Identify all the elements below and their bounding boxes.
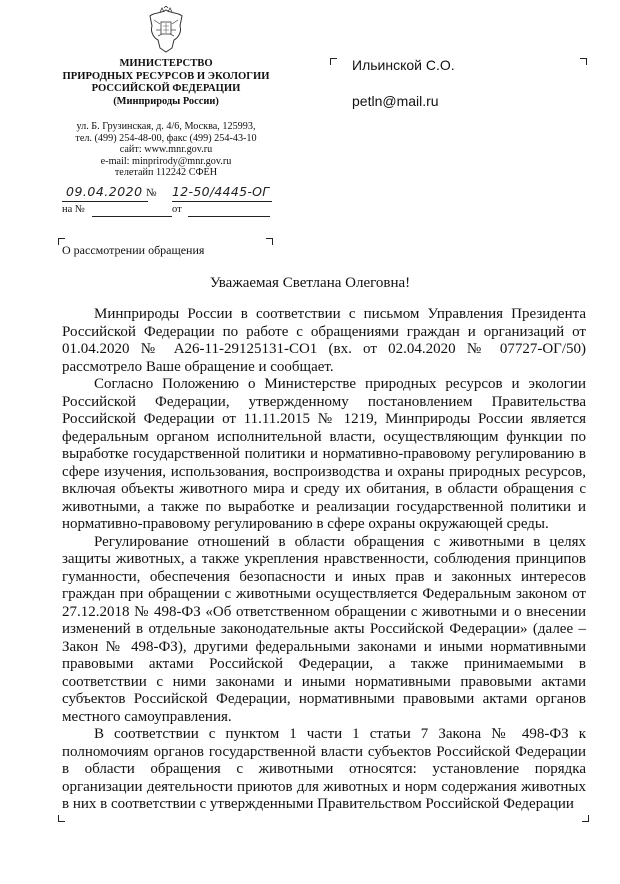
paragraph: Согласно Положению о Министерстве природных ресурсов и экологии Российской Федерации, утвержденному постановлением Правительства Российской Федерации от 11.11.2015 № 1219, Минприроды России является федеральным органом исполнительной власти, осуществляющим функции по выработке государственной политики и нормативно-правовому регулированию в сфере изучения, использования, воспроизводства и охраны природных ресурсов, включая объекты животного мира и среду их обитания, в области обращения с животными, а также по выработке и реализации государственной политики и нормативно-правовому регулированию в сфере охраны окружающей среды. <box>62 376 586 532</box>
address-line: e-mail: minprirody@mnr.gov.ru <box>100 155 232 167</box>
address-line: ул. Б. Грузинская, д. 4/6, Москва, 125993, <box>76 121 256 132</box>
address-line: телетайп 112242 СФЕН <box>114 167 218 179</box>
reference-from-label: от <box>172 204 182 215</box>
ministry-name <box>40 58 292 108</box>
page-corner-mark <box>58 815 65 822</box>
recipient-name: Ильинской С.О. <box>352 57 455 73</box>
registration-date: 09.04.2020 <box>66 184 143 199</box>
registration-number-label: № <box>146 187 157 199</box>
recipient-bracket <box>330 58 337 65</box>
letter-subject: О рассмотрении обращения <box>62 243 205 257</box>
address-line: тел. (499) 254-48-00, факс (499) 254-43-10 <box>75 132 257 144</box>
date-underline <box>62 201 148 202</box>
ministry-line: РОССИЙСКОЙ ФЕДЕРАЦИИ <box>91 83 241 95</box>
reference-date-underline <box>188 216 270 217</box>
paragraph: Регулирование отношений в области обращения с животными в целях защиты животных, а также укрепления нравственности, соблюдения принципов гуманности, обеспечения безопасности и иных прав и законных интересов граждан при обращении с животными осуществляется Федеральным законом от 27.12.2018 № 498-ФЗ «Об ответственном обращении с животными и о внесении изменений в отдельные законодательные акты Российской Федерации» (далее – Закон № 498-ФЗ), другими федеральными законами и иными нормативными правовыми актами Российской Федерации, а также принимаемыми в соответствии с ними законами и иными нормативными правовыми актами субъектов Российской Федерации, нормативными правовыми актами органов местного самоуправления. <box>62 533 586 725</box>
sender-address <box>40 121 292 179</box>
greeting: Уважаемая Светлана Олеговна! <box>209 275 411 291</box>
paragraph: Минприроды России в соответствии с письмом Управления Президента Российской Федерации по работе с обращениями граждан и организаций от 01.04.2020 № А26-11-29125131-СО1 (вх. от 02.04.2020 № 07727-ОГ/50) рассмотрело Ваше обращение и сообщает. <box>62 306 586 375</box>
subject-bracket <box>266 238 273 245</box>
reference-label: на № <box>62 204 85 215</box>
page-corner-mark <box>582 815 589 822</box>
ministry-line: МИНИСТЕРСТВО <box>119 58 213 69</box>
number-underline <box>172 201 272 202</box>
coat-of-arms-icon <box>146 6 186 54</box>
address-line: сайт: www.mnr.gov.ru <box>119 144 213 156</box>
recipient-email: petln@mail.ru <box>352 93 439 109</box>
ministry-line: ПРИРОДНЫХ РЕСУРСОВ И ЭКОЛОГИИ <box>62 70 270 82</box>
letter-body <box>62 306 586 814</box>
paragraph: В соответствии с пунктом 1 части 1 статьи 7 Закона № 498-ФЗ к полномочиям органов государственной власти субъектов Российской Федерации в области обращения с животными относятся: установление порядка организации деятельности приютов для животных и норм содержания животных в них в соответствии с утвержденными Правительством Российской Федерации <box>62 726 586 812</box>
registration-number: 12-50/4445-ОГ <box>172 184 270 199</box>
recipient-bracket <box>580 58 587 65</box>
reference-underline <box>92 216 172 217</box>
ministry-short-name: (Минприроды России) <box>113 95 219 107</box>
